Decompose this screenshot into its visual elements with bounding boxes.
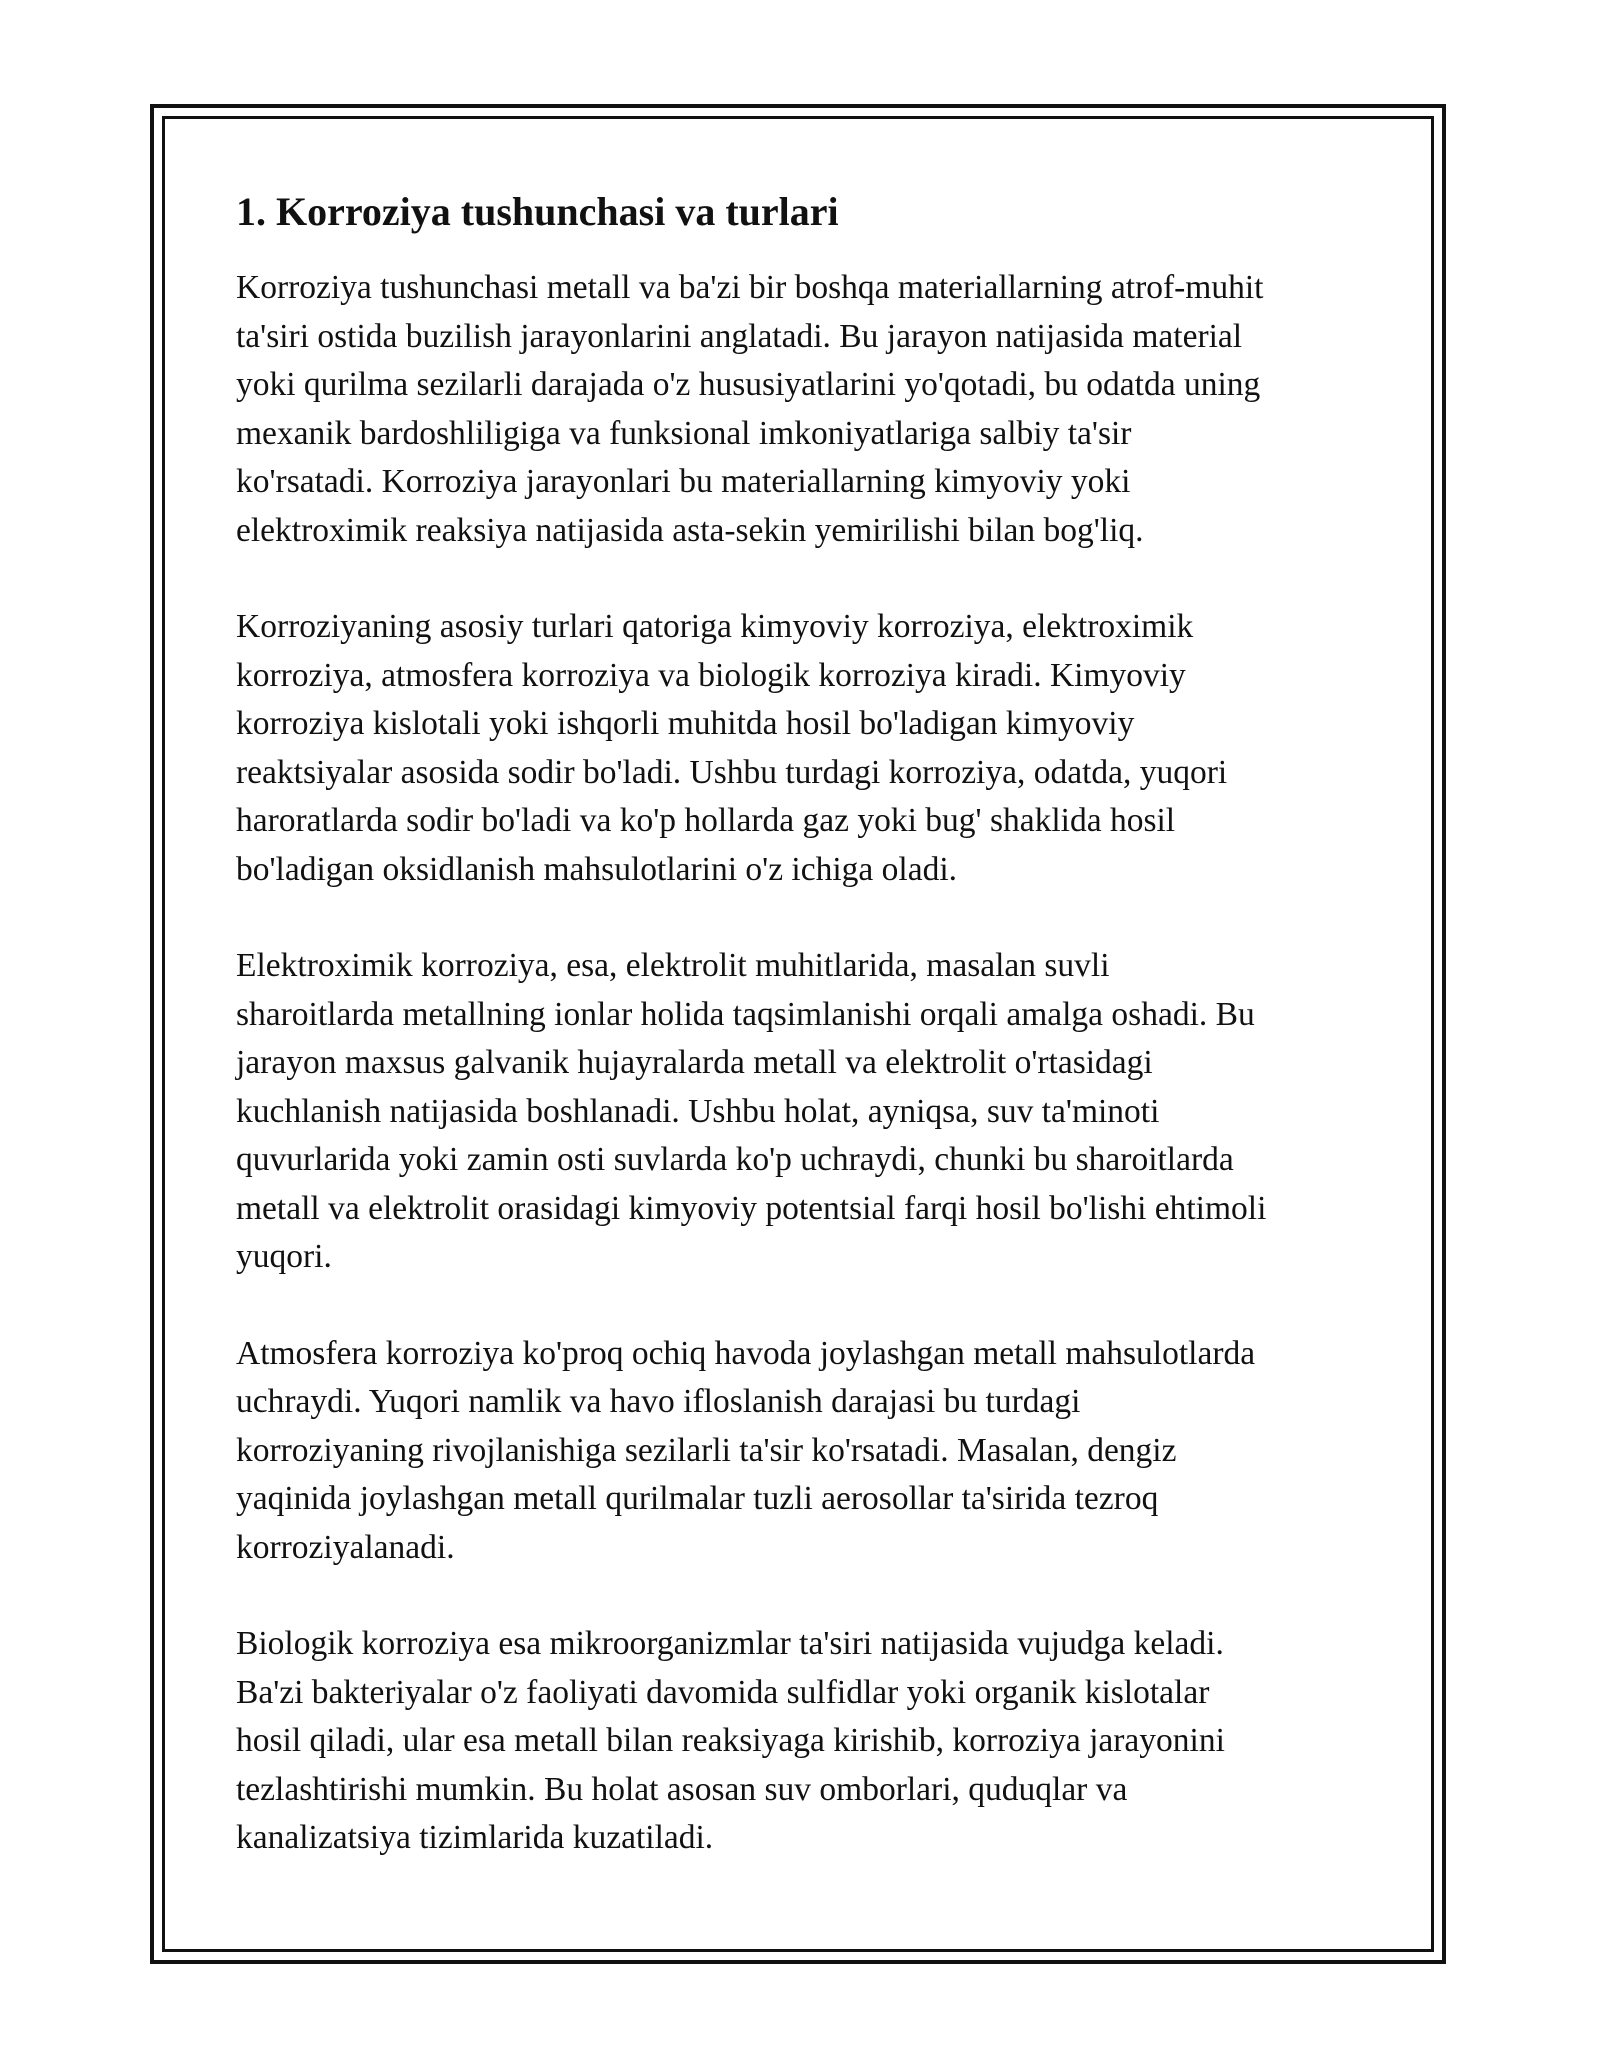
text-line: kuchlanish natijasida boshlanadi. Ushbu holat, ayniqsa, suv ta'minoti bbox=[236, 1092, 1160, 1130]
text-line: Elektroximik korroziya, esa, elektrolit muhitlarida, masalan suvli bbox=[236, 947, 1110, 984]
text-line: ko'rsatadi. Korroziya jarayonlari bu materiallarning kimyoviy yoki bbox=[236, 463, 1131, 500]
text-line: korroziyaning rivojlanishiga sezilarli ta'sir ko'rsatadi. Masalan, dengiz bbox=[236, 1431, 1177, 1469]
text-line: mexanik bardoshliligiga va funksional imkoniyatlariga salbiy ta'sir bbox=[236, 414, 1132, 452]
document-body bbox=[236, 186, 1386, 1911]
text-line: quvurlarida yoki zamin osti suvlarda ko'p uchraydi, chunki bu sharoitlarda bbox=[236, 1141, 1234, 1178]
paragraph-biological-corrosion bbox=[236, 1620, 1386, 1863]
text-line: kanalizatsiya tizimlarida kuzatiladi. bbox=[236, 1819, 714, 1856]
text-line: korroziya, atmosfera korroziya va biologik korroziya kiradi. Kimyoviy bbox=[236, 656, 1186, 694]
text-line: yoki qurilma sezilarli darajada o'z hususiyatlarini yo'qotadi, bu odatda uning bbox=[236, 366, 1261, 403]
text-line: korroziyalanadi. bbox=[236, 1528, 455, 1566]
text-line: haroratlarda sodir bo'ladi va ko'p hollarda gaz yoki bug' shaklida hosil bbox=[236, 802, 1176, 839]
text-line: Ba'zi bakteriyalar o'z faoliyati davomida sulfidlar yoki organik kislotalar bbox=[236, 1673, 1210, 1711]
text-line: ta'siri ostida buzilish jarayonlarini anglatadi. Bu jarayon natijasida material bbox=[236, 317, 1243, 355]
paragraph-electrochemical-corrosion bbox=[236, 942, 1386, 1282]
paragraph-chemical-corrosion bbox=[236, 603, 1386, 894]
text-line: yuqori. bbox=[236, 1238, 332, 1275]
text-line: korroziya kislotali yoki ishqorli muhitda hosil bo'ladigan kimyoviy bbox=[236, 705, 1135, 742]
section-title: 1. Korroziya tushunchasi va turlari bbox=[236, 189, 839, 234]
paragraph-atmospheric-corrosion bbox=[236, 1330, 1386, 1573]
text-line: Biologik korroziya esa mikroorganizmlar ta'siri natijasida vujudga keladi. bbox=[236, 1625, 1224, 1662]
text-line: Korroziyaning asosiy turlari qatoriga kimyoviy korroziya, elektroximik bbox=[236, 608, 1194, 645]
paragraph-definition bbox=[236, 264, 1386, 555]
text-line: Atmosfera korroziya ko'proq ochiq havoda joylashgan metall mahsulotlarda bbox=[236, 1334, 1256, 1372]
text-line: reaktsiyalar asosida sodir bo'ladi. Ushbu turdagi korroziya, odatda, yuqori bbox=[236, 753, 1228, 791]
text-line: hosil qiladi, ular esa metall bilan reaksiyaga kirishib, korroziya jarayonini bbox=[236, 1722, 1225, 1759]
text-line: yaqinida joylashgan metall qurilmalar tuzli aerosollar ta'sirida tezroq bbox=[236, 1480, 1159, 1517]
text-line: metall va elektrolit orasidagi kimyoviy potentsial farqi hosil bo'lishi ehtimoli bbox=[236, 1189, 1267, 1227]
text-line: uchraydi. Yuqori namlik va havo ifloslanish darajasi bu turdagi bbox=[236, 1383, 1081, 1420]
text-line: elektroximik reaksiya natijasida asta-sekin yemirilishi bilan bog'liq. bbox=[236, 511, 1144, 549]
text-line: jarayon maxsus galvanik hujayralarda metall va elektrolit o'rtasidagi bbox=[236, 1044, 1153, 1081]
text-line: Korroziya tushunchasi metall va ba'zi bir boshqa materiallarning atrof-muhit bbox=[236, 269, 1264, 306]
text-line: sharoitlarda metallning ionlar holida taqsimlanishi orqali amalga oshadi. Bu bbox=[236, 995, 1255, 1033]
text-line: bo'ladigan oksidlanish mahsulotlarini o'z ichiga oladi. bbox=[236, 850, 958, 888]
text-line: tezlashtirishi mumkin. Bu holat asosan suv omborlari, quduqlar va bbox=[236, 1770, 1128, 1808]
